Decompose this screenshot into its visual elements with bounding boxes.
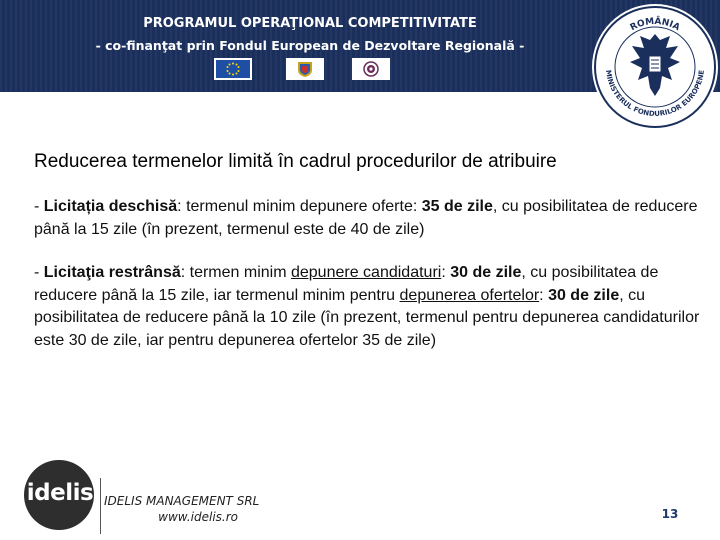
paragraph-text: : termenul minim depunere oferte:: [177, 198, 422, 215]
deadline-value: 30 de zile: [450, 264, 522, 281]
procedure-label: Licitaţia restrânsă: [43, 264, 181, 281]
seal-top-text: ROMÂNIA: [628, 16, 682, 34]
paragraph-text: :: [441, 264, 451, 281]
company-website: www.idelis.ro: [158, 510, 238, 524]
paragraph-text: , cu posibilitatea de reducere până la 15 zile, iar termenul minim pentru: [34, 264, 659, 304]
paragraph-prefix: -: [34, 264, 44, 281]
seal-bottom-text: MINISTERUL FONDURILOR EUROPENE: [604, 69, 706, 119]
ministry-emblem-icon: [352, 58, 390, 80]
paragraph-prefix: -: [34, 198, 44, 215]
underlined-term: depunere candidaturi: [290, 264, 442, 281]
deadline-value: 30 de zile: [548, 286, 620, 304]
paragraph-text: , cu posibilitatea de reducere până la 10 zile (în prezent, termenul pentru depunerea candidaturilor este 30 de zile, iar pentru depunerea ofertelor 35 de zile): [34, 286, 700, 349]
ministry-seal: [592, 4, 718, 130]
eu-flag-icon: [214, 58, 252, 80]
page-number: 13: [661, 507, 679, 521]
slide-title: Reducerea termenelor limită în cadrul procedurilor de atribuire: [34, 151, 557, 172]
paragraph-text: , cu posibilitatea de reducere până la 15 zile (în prezent, termenul este de 40 de zile): [34, 198, 698, 238]
program-title: PROGRAMUL OPERAŢIONAL COMPETITIVITATE: [143, 16, 477, 31]
romania-coat-of-arms-icon: [286, 58, 324, 80]
underlined-term: depunerea ofertelor: [399, 286, 540, 304]
paragraph-open-tender: [34, 196, 710, 241]
footer-divider: [100, 478, 101, 534]
procedure-label: Licitația deschisă: [43, 198, 178, 215]
deadline-value: 35 de zile: [421, 198, 493, 215]
idelis-logo-text: idelis: [26, 480, 94, 506]
paragraph-restricted-tender: [34, 262, 710, 352]
paragraph-text: :: [539, 286, 549, 304]
header-banner: [0, 0, 720, 119]
paragraph-text: : termen minim: [180, 264, 291, 281]
company-name: IDELIS MANAGEMENT SRL: [104, 494, 260, 508]
program-subtitle: - co-finanţat prin Fondul European de Dezvoltare Regională -: [95, 38, 525, 53]
